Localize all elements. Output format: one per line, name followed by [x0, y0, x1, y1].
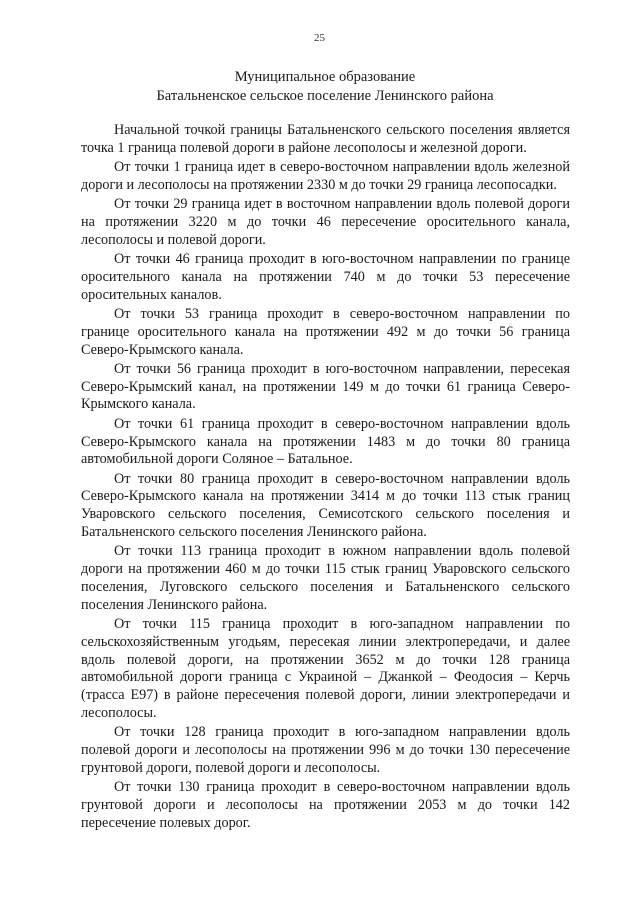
paragraph: От точки 53 граница проходит в северо-восточном направлении по границе оросительного канала на протяжении 492 м до точки 56 граница Северо-Крымского канала.	[81, 305, 570, 358]
heading-line-2: Батальненское сельское поселение Ленинского района	[156, 88, 494, 104]
paragraph: От точки 61 граница проходит в северо-восточном направлении вдоль Северо-Крымского канала на протяжении 1483 м до точки 80 граница автомобильной дороги Соляное – Батальное.	[81, 415, 570, 468]
paragraph: От точки 80 граница проходит в северо-восточном направлении вдоль Северо-Крымского канала на протяжении 3414 м до точки 113 стык границ Уваровского сельского поселения, Семисотского сельского поселения и Батальненского сельского поселения Ленинского района.	[81, 470, 570, 541]
page-number: 25	[314, 32, 325, 44]
paragraph: От точки 128 граница проходит в юго-западном направлении вдоль полевой дороги и лесополосы на протяжении 996 м до точки 130 пересечение грунтовой дороги, полевой дороги и лесополосы.	[81, 724, 570, 776]
paragraph: От точки 56 граница проходит в юго-восточном направлении, пересекая Северо-Крымский канал, на протяжении 149 м до точки 61 граница Северо-Крымского канала.	[81, 360, 570, 413]
paragraph: От точки 46 граница проходит в юго-восточном направлении по границе оросительного канала на протяжении 740 м до точки 53 пересечение оросительных каналов.	[81, 251, 570, 303]
paragraph: От точки 1 граница идет в северо-восточном направлении вдоль железной дороги и лесополосы на протяжении 2330 м до точки 29 граница лесопосадки.	[81, 159, 570, 193]
heading-line-1: Муниципальное образование	[234, 69, 416, 85]
paragraph: От точки 29 граница идет в восточном направлении вдоль полевой дороги на протяжении 3220 м до точки 46 пересечение оросительного канала, лесополосы и полевой дороги.	[81, 196, 570, 248]
paragraph: От точки 130 граница проходит в северо-восточном направлении вдоль грунтовой дороги и лесополосы на протяжении 2053 м до точки 142 пересечение полевых дорог.	[81, 779, 570, 831]
paragraph: От точки 113 граница проходит в южном направлении вдоль полевой дороги на протяжении 460 м до точки 115 стык границ Уваровского сельского поселения, Луговского сельского поселения и Батальненского сельского поселения Ленинского района.	[81, 543, 570, 613]
paragraph: От точки 115 граница проходит в юго-западном направлении по сельскохозяйственным угодьям, пересекая линии электропередачи, и далее вдоль полевой дороги, на протяжении 3652 м до точки 128 граница автомобильной дороги граница с Украиной – Джанкой – Феодосия – Керчь (трасса Е97) в районе пересечения полевой дороги, линии электропередачи и лесополосы.	[81, 616, 570, 721]
document-heading	[40, 68, 610, 106]
document-body	[81, 122, 570, 834]
paragraph: Начальной точкой границы Батальненского сельского поселения является точка 1 граница полевой дороги в районе лесополосы и железной дороги.	[81, 122, 570, 156]
